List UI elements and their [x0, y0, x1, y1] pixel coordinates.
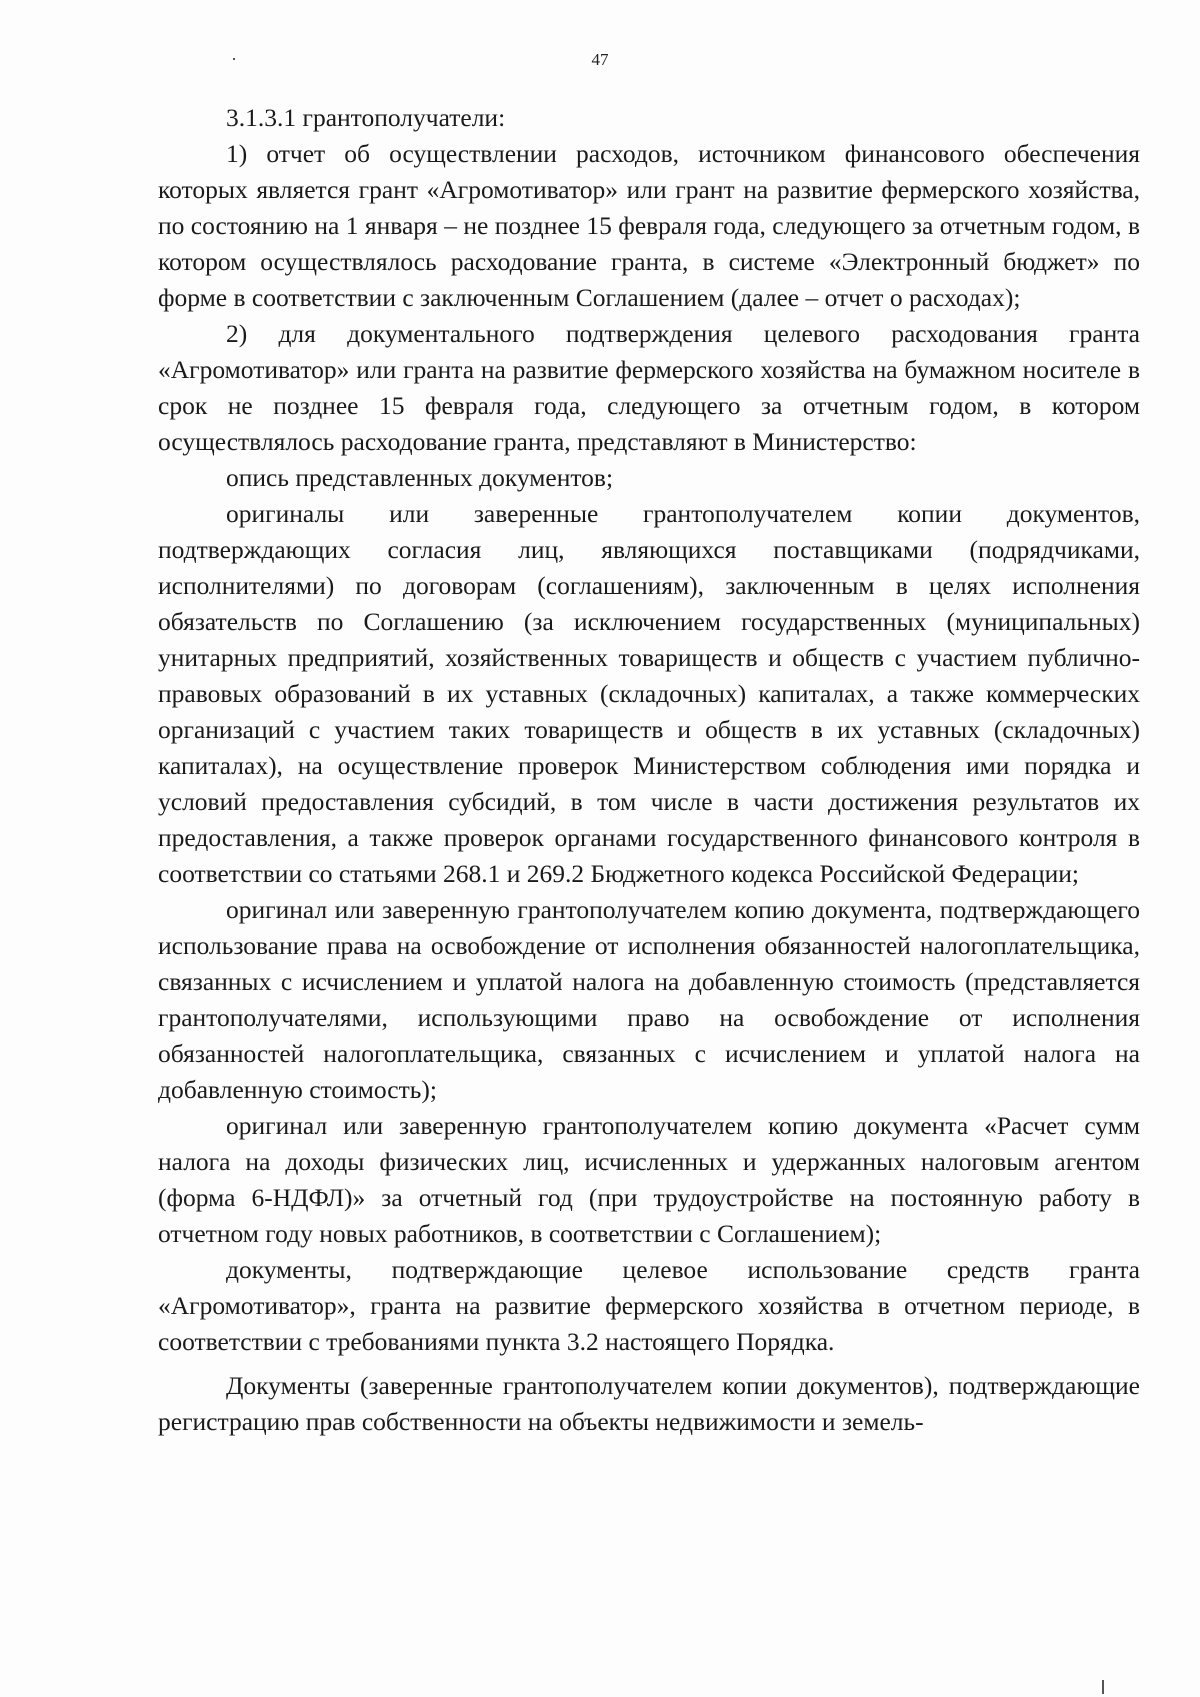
- paragraph-ndfl-form: оригинал или заверенную грантополучателем копию документа «Расчет сумм налога на доходы физических лиц, исчисленных и удержанных налоговым агентом (форма 6-НДФЛ)» за отчетный год (при трудоустройстве на постоянную работу в отчетном году новых работников, в соответствии с Соглашением);: [158, 1111, 1140, 1248]
- section-heading: 3.1.3.1 грантополучатели:: [226, 103, 506, 132]
- paragraph-property-rights: Документы (заверенные грантополучателем копии документов), подтверждающие регистрацию прав собственности на объекты недвижимости и земель-: [158, 1371, 1140, 1436]
- paragraph-item-2: 2) для документального подтверждения целевого расходования гранта «Агромотиватор» или гранта на развитие фермерского хозяйства на бумажном носителе в срок не позднее 15 февраля года, следующего за отчетным годом, в котором осуществлялось расходование гранта, представляют в Министерство:: [158, 319, 1140, 456]
- paragraph-target-use: документы, подтверждающие целевое использование средств гранта «Агромотиватор», гранта на развитие фермерского хозяйства в отчетном периоде, в соответствии с требованиями пункта 3.2 настоящего Порядка.: [158, 1255, 1140, 1356]
- page-number: 47: [591, 50, 609, 69]
- paragraph-originals-consent: оригиналы или заверенные грантополучателем копии документов, подтверждающих согласия лиц, являющихся поставщиками (подрядчиками, исполнителями) по договорам (соглашениям), заключенным в целях исполнения обязательств по Соглашению (за исключением государственных (муниципальных) унитарных предприятий, хозяйственных товариществ и обществ с участием публично-правовых образований в их уставных (складочных) капиталах, а также коммерческих организаций с участием таких товариществ и обществ в их уставных (складочных) капиталах), на осуществление проверок Министерством соблюдения ими порядка и условий предоставления субсидий, в том числе в части достижения результатов их предоставления, а также проверок органами государственного финансового контроля в соответствии со статьями 268.1 и 269.2 Бюджетного кодекса Российской Федерации;: [158, 499, 1140, 888]
- paragraph-item-1: 1) отчет об осуществлении расходов, источником финансового обеспечения которых является грант «Агромотиватор» или грант на развитие фермерского хозяйства, по состоянию на 1 января – не позднее 15 февраля года, следующего за отчетным годом, в котором осуществлялось расходование гранта, в системе «Электронный бюджет» по форме в соответствии с заключенным Соглашением (далее – отчет о расходах);: [158, 139, 1140, 312]
- document-body: [158, 100, 1140, 1440]
- paragraph-inventory: опись представленных документов;: [226, 463, 614, 492]
- paragraph-vat-exemption: оригинал или заверенную грантополучателем копию документа, подтверждающего использование права на освобождение от исполнения обязанностей налогоплательщика, связанных с исчислением и уплатой налога на добавленную стоимость (представляется грантополучателями, использующими право на освобождение от исполнения обязанностей налогоплательщика, связанных с исчислением и уплатой налога на добавленную стоимость);: [158, 895, 1140, 1104]
- scan-artifact-dot: [233, 58, 235, 60]
- scan-artifact-mark: [1102, 1680, 1104, 1694]
